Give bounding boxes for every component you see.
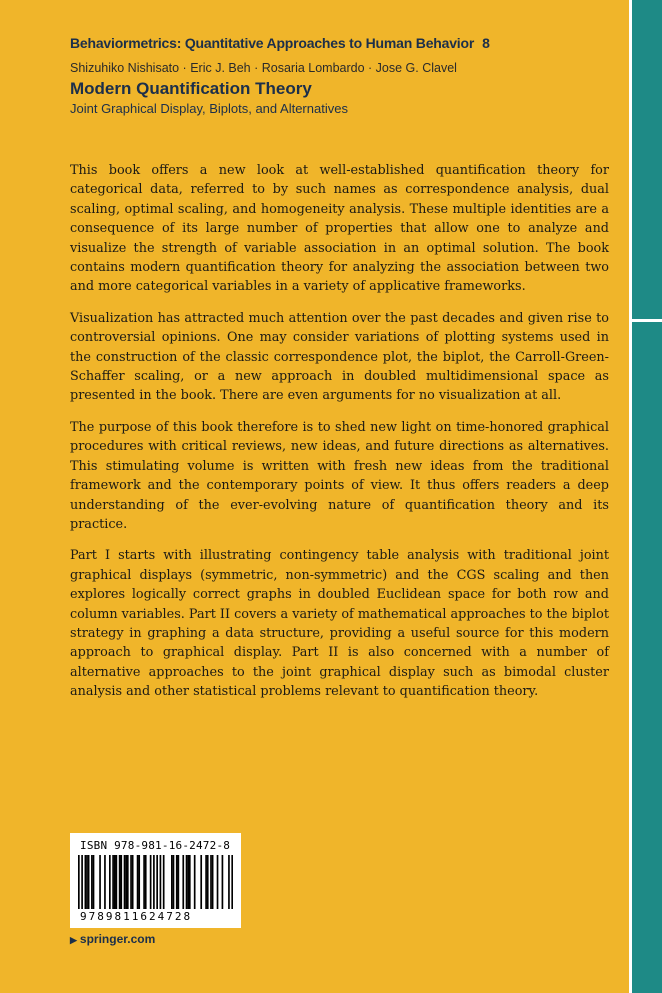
series-volume: 8	[482, 35, 490, 51]
barcode-bar	[156, 855, 158, 909]
barcode-bar	[222, 855, 224, 909]
barcode-bar	[178, 855, 180, 909]
barcode-bar	[171, 855, 173, 909]
isbn-barcode	[70, 833, 241, 928]
barcode-bar	[137, 855, 139, 909]
barcode-bar	[210, 855, 212, 909]
barcode-bar	[125, 855, 127, 909]
barcode-bar	[173, 855, 175, 909]
barcode-bar	[130, 855, 132, 909]
barcode-bar	[109, 855, 111, 909]
book-subtitle: Joint Graphical Display, Biplots, and Alternatives	[70, 101, 348, 116]
barcode-bar	[91, 855, 93, 909]
barcode-bar	[85, 855, 87, 909]
publisher-site: springer.com	[79, 932, 156, 946]
barcode-bar	[182, 855, 184, 909]
barcode-bar	[189, 855, 191, 909]
ean-digits: 9789811624728	[80, 910, 193, 923]
barcode-bar	[116, 855, 118, 909]
blurb-paragraph: The purpose of this book therefore is to shed new light on time-honored graphical procedures with critical reviews, new ideas, and future directions as alternatives. This stimulating volume is written with fresh new ideas from the traditional framework and the contemporary points of view. It thus offers readers a deep understanding of the ever-evolving nature of quantification theory and its practice.	[70, 419, 609, 532]
barcode-bar	[112, 855, 114, 909]
barcode-bar	[120, 855, 122, 909]
isbn-label: ISBN 978-981-16-2472-8	[80, 839, 231, 852]
barcode-bar	[150, 855, 152, 909]
barcode-bar	[217, 855, 219, 909]
barcode-bar	[205, 855, 207, 909]
barcode-bar	[132, 855, 134, 909]
barcode-bar	[99, 855, 101, 909]
blurb-paragraph: This book offers a new look at well-established quantification theory for categorical data, referred to by such names as correspondence analysis, dual scaling, optimal scaling, and homogeneity analysis. These multiple identities are a consequence of its large number of properties that allow one to analyze and visualize the strength of variable association in an optimal solution. The book contains modern quantification theory for analyzing the association between two and more categorical variables in a variety of applicative frameworks.	[70, 163, 609, 295]
barcode-bar	[124, 855, 126, 909]
barcode-bar	[86, 855, 88, 909]
barcode-bar	[163, 855, 165, 909]
barcode-bar	[207, 855, 209, 909]
barcode-bar	[143, 855, 145, 909]
barcode-bar	[93, 855, 95, 909]
barcode-bar	[138, 855, 140, 909]
barcode-bar	[194, 855, 196, 909]
barcode-bar	[228, 855, 230, 909]
series-line	[70, 35, 610, 51]
barcode-bar	[160, 855, 162, 909]
barcode-bar	[200, 855, 202, 909]
barcode-bars	[78, 855, 233, 909]
publisher-link[interactable]	[70, 932, 155, 946]
barcode-bar	[186, 855, 188, 909]
spine-color-band-top	[632, 0, 662, 319]
barcode-bar	[114, 855, 116, 909]
barcode-bar	[88, 855, 90, 909]
barcode-bar	[212, 855, 214, 909]
barcode-bar	[119, 855, 121, 909]
barcode-bar	[176, 855, 178, 909]
blurb-paragraph: Part I starts with illustrating contingency table analysis with traditional joint graphical displays (symmetric, non-symmetric) and the CGS scaling and then explores logically correct graphs in doubled Euclidean space for both row and column variables. Part II covers a variety of mathematical approaches to the biplot strategy in graphing a data structure, providing a useful source for this modern approach to graphical display. Part II is also concerned with a number of alternative approaches to the joint graphical display such as bimodal cluster analysis and other statistical problems relevant to quantification theory.	[70, 548, 609, 700]
barcode-bar	[78, 855, 80, 909]
barcode-bar	[104, 855, 106, 909]
cover-header	[70, 35, 610, 116]
arrow-icon: ▶	[70, 935, 77, 945]
series-name: Behaviormetrics: Quantitative Approaches to Human Behavior	[70, 35, 475, 51]
barcode-bar	[231, 855, 233, 909]
blurb-paragraph: Visualization has attracted much attention over the past decades and given rise to controversial opinions. One may consider variations of plotting systems used in the construction of the classic correspondence plot, the biplot, the Carroll-Green-Schaffer scaling, or a new approach in doubled multidimensional space as presented in the book. There are even arguments for no visualization at all.	[70, 310, 609, 404]
barcode-bar	[187, 855, 189, 909]
barcode-bar	[145, 855, 147, 909]
barcode-bar	[153, 855, 155, 909]
author-list: Shizuhiko Nishisato · Eric J. Beh · Rosaria Lombardo · Jose G. Clavel	[70, 61, 457, 75]
spine-color-band-bottom	[632, 322, 662, 993]
back-cover-blurb	[70, 161, 609, 714]
barcode-bar	[81, 855, 83, 909]
book-title: Modern Quantification Theory	[70, 79, 312, 98]
barcode-bar	[127, 855, 129, 909]
